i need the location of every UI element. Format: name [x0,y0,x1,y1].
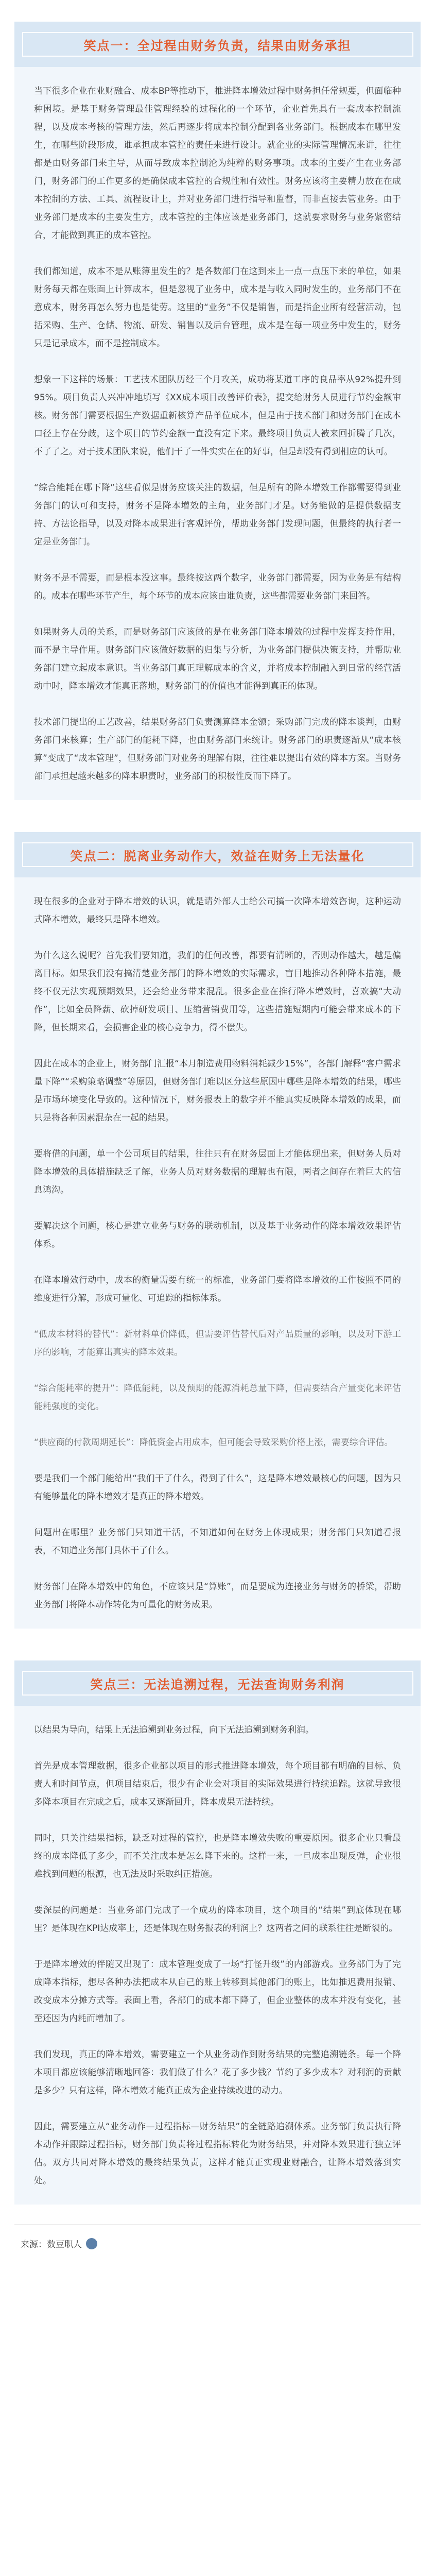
paragraph: 现在很多的企业对于降本增效的认识，就是请外部人士给公司搞一次降本增效咨询，这种运动式降本增效，最终只是降本增效。 [34,896,401,925]
paragraph: 财务不是不需要，而是根本没这事。最终按这两个数字，业务部门都需要，因为业务是有结构的。成本在哪些环节产生，每个环节的成本应该由谁负责，这些都需要业务部门来回答。 [34,573,401,601]
paragraph: 当下很多企业在业财融合、成本BP等推动下，推进降本增效过程中财务担任常规要，但面临种种困境。是基于财务管理最佳管理经验的过程化的一个环节，企业首先具有一套成本控制流程，以及成本考核的管理方法，然后再逐步将成本控制分配到各业务部门。根据成本在哪里发生，在哪些阶段形成，谁承担成本管控的责任来进行设计。就企业的实际管理情况来讲，往往都是由财务部门来主导，从而导致成本控制沦为纯粹的财务事项。成本的主要产生在业务部门，财务部门的工作更多的是确保成本管控的合规性和有效性。财务应该将主要精力放在在成本控制的方法、工具、流程设计上，并对业务部门进行指导和监督，而非直接去管业务。由于业务部门是成本的主要发生方，成本管控的主体应该是业务部门，这就要求财务与业务紧密结合，才能做到真正的成本管控。 [34,86,401,241]
paragraph: 在降本增效行动中，成本的衡量需要有统一的标准，业务部门要将降本增效的工作按照不同的维度进行分解，形成可量化、可追踪的指标体系。 [34,1275,401,1303]
quote-paragraph: “综合能耗率的提升”：降低能耗，以及预期的能源消耗总量下降，但需要结合产量变化来评估能耗强度的变化。 [34,1383,401,1412]
section-3-body [14,1706,421,2205]
paragraph: 我们发现，真正的降本增效，需要建立一个从业务动作到财务结果的完整追溯链条。每一个降本项目都应该能够清晰地回答：我们做了什么？花了多少钱？节约了多少成本？对利润的贡献是多少？只有这样，降本增效才能真正成为企业持续改进的动力。 [34,2049,401,2096]
quote-paragraph: “供应商的付款周期延长”：降低资金占用成本，但可能会导致采购价格上涨，需要综合评估。 [34,1437,393,1448]
section-1-title: 笑点一：全过程由财务负责，结果由财务承担 [22,32,413,57]
section-1-banner [14,22,421,67]
paragraph: 首先是成本管理数据，很多企业都以项目的形式推进降本增效，每个项目都有明确的目标、负责人和时间节点，但项目结束后，很少有企业会对项目的实际效果进行持续追踪。这就导致很多降本项目在完成之后，成本又逐渐回升，降本成果无法持续。 [34,1761,401,1807]
paragraph: 因此在成本的企业上，财务部门汇报“本月制造费用物料消耗减少15%”，各部门解释“客户需求量下降”“采购策略调整”等原因，但财务部门难以区分这些原因中哪些是降本增效的结果，哪些是市场环境变化导致的。这种情况下，财务报表上的数字并不能真实反映降本增效的成果，而只是将各种因素混杂在一起的结果。 [34,1059,401,1123]
paragraph: 技术部门提出的工艺改善，结果财务部门负责测算降本金额；采购部门完成的降本谈判，由财务部门来核算；生产部门的能耗下降，也由财务部门来统计。财务部门的职责逐渐从“成本核算”变成了“成本管理”，但财务部门对业务的理解有限，往往难以提出有效的降本方案。当财务部门承担起越来越多的降本职责时，业务部门的积极性反而下降了。 [34,717,401,782]
paragraph: 我们都知道，成本不是从账簿里发生的？是各数部门在这到来上一点一点压下来的单位，如果财务每天都在账面上计算成本，但是忽视了业务中，成本是与收入同时发生的，业务部门不在意成本，财务再怎么努力也是徒劳。这里的“业务”不仅是销售，而是指企业所有经营活动，包括采购、生产、仓储、物流、研发、销售以及后台管理，成本是在每一项业务中发生的，财务只是记录成本，而不是控制成本。 [34,266,401,349]
paragraph: 以结果为导向，结果上无法追溯到业务过程，向下无法追溯到财务利润。 [34,1725,314,1735]
paragraph: 要解决这个问题，核心是建立业务与财务的联动机制，以及基于业务动作的降本增效效果评估体系。 [34,1221,401,1249]
paragraph: 想象一下这样的场景：工艺技术团队历经三个月攻关，成功将某道工序的良品率从92%提升到95%。项目负责人兴冲冲地填写《XX成本项目改善评价表》，提交给财务人员进行节约金额审核。财务部门需要根据生产数据重新核算产品单位成本，但是由于技术部门和财务部门在成本口径上存在分歧，这个项目的节约金额一直没有定下来。最终项目负责人被来回折腾了几次，不了了之。对于技术团队来说，他们干了一件实实在在的好事，但是却没有得到相应的认可。 [34,375,401,457]
paragraph: 因此，需要建立从“业务动作—过程指标—财务结果”的全链路追溯体系。业务部门负责执行降本动作并跟踪过程指标，财务部门负责将过程指标转化为财务结果，并对降本效果进行独立评估。双方共同对降本增效的最终结果负责，这样才能真正实现业财融合，让降本增效落到实处。 [34,2122,401,2186]
section-2-body [14,877,421,1629]
section-3-banner [14,1660,421,1706]
section-2-title: 笑点二：脱离业务动作大，效益在财务上无法量化 [22,842,413,867]
paragraph: “综合能耗在哪下降”这些看似是财务应该关注的数据，但是所有的降本增效工作都需要得到业务部门的认可和支持，财务不是降本增效的主角，业务部门才是。财务能做的是提供数据支持、方法论指导，以及对降本成果进行客观评价，帮助业务部门发现问题，但最终的执行者一定是业务部门。 [34,483,401,547]
section-2-banner [14,832,421,877]
paragraph: 要是我们一个部门能给出“我们干了什么，得到了什么”，这是降本增效最核心的问题，因为只有能够量化的降本增效才是真正的降本增效。 [34,1473,401,1502]
paragraph: 财务部门在降本增效中的角色，不应该只是“算账”，而是要成为连接业务与财务的桥梁，帮助业务部门将降本动作转化为可量化的财务成果。 [34,1582,401,1610]
paragraph: 于是降本增效的伴随又出现了：成本管理变成了一场“打怪升级”的内部游戏。业务部门为了完成降本指标，想尽各种办法把成本从自己的账上转移到其他部门的账上，比如推迟费用报销、改变成本分摊方式等。表面上看，各部门的成本都下降了，但企业整体的成本并没有变化，甚至还因为内耗而增加了。 [34,1959,401,2024]
section-3-title: 笑点三：无法追溯过程，无法查询财务利润 [22,1671,413,1696]
paragraph: 为什么这么说呢？首先我们要知道，我们的任何改善，都要有清晰的，否则动作越大，越是偏离目标。如果我们没有搞清楚业务部门的降本增效的实际需求，盲目地推动各种降本措施，最终不仅无法实现预期效果，还会给业务带来混乱。很多企业在推行降本增效时，喜欢搞“大动作”，比如全员降薪、砍掉研发项目、压缩营销费用等，这些措施短期内可能会带来成本的下降，但长期来看，会损害企业的核心竞争力，得不偿失。 [34,951,401,1033]
paragraph: 要将借的问题，单一个公司项目的结果，往往只有在财务层面上才能体现出来，但财务人员对降本增效的具体措施缺乏了解，业务人员对财务数据的理解也有限，两者之间存在着巨大的信息鸿沟。 [34,1149,401,1195]
paragraph: 问题出在哪里？业务部门只知道干活，不知道如何在财务上体现成果；财务部门只知道看报表，不知道业务部门具体干了什么。 [34,1528,401,1556]
quote-paragraph: “低成本材料的替代”：新材料单价降低，但需要评估替代后对产品质量的影响，以及对下游工序的影响，才能算出真实的降本效果。 [34,1329,401,1358]
article-footer [14,2224,421,2262]
paragraph: 要深层的问题是：当业务部门完成了一个成功的降本项目，这个项目的“结果”到底体现在哪里？是体现在KPI达成率上，还是体现在财务报表的利润上？这两者之间的联系往往是断裂的。 [34,1905,401,1934]
source-label: 来源：数豆职人 [21,2240,82,2250]
section-1-body [14,67,421,800]
paragraph: 同时，只关注结果指标，缺乏对过程的管控，也是降本增效失败的重要原因。很多企业只看最终的成本降低了多少，而不关注成本是怎么降下来的。这样一来，一旦成本出现反弹，企业很难找到问题的根源，也无法及时采取纠正措施。 [34,1833,401,1879]
paragraph: 如果财务人员的关系，而是财务部门应该做的是在业务部门降本增效的过程中发挥支持作用，而不是主导作用。财务部门应该做好数据的归集与分析，为业务部门提供决策支持，并帮助业务部门建立起成本意识。当业务部门真正理解成本的含义，并将成本控制融入到日常的经营活动中时，降本增效才能真正落地，财务部门的价值也才能得到真正的体现。 [34,627,401,691]
source-avatar-icon [86,2238,97,2249]
